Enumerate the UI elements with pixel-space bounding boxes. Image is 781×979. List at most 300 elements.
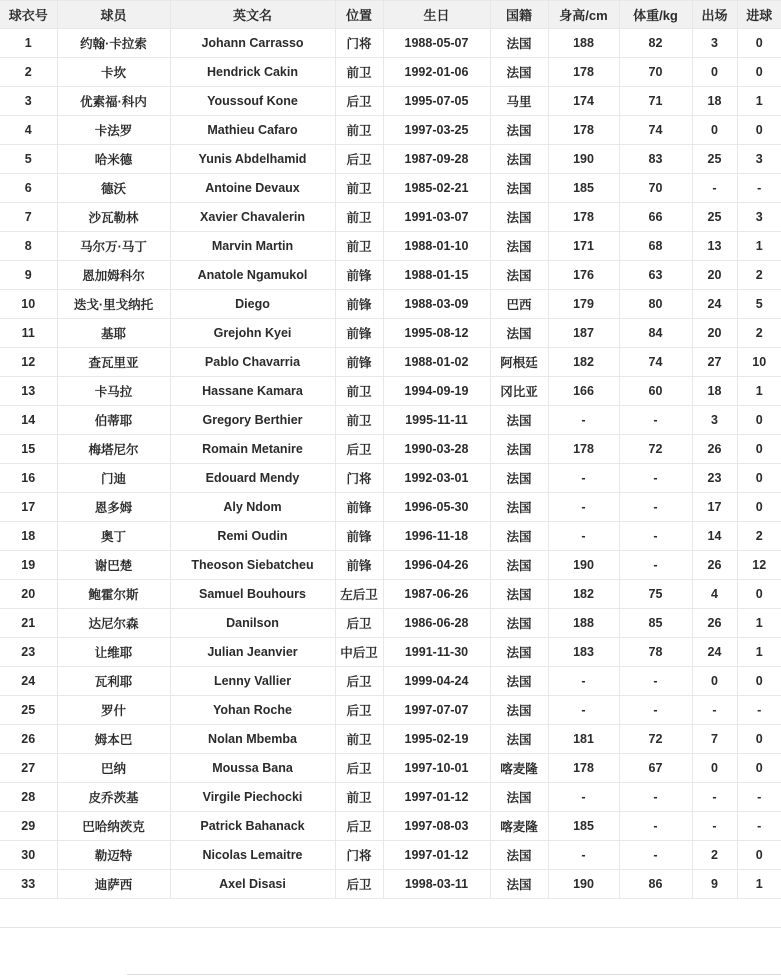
cell-进球: - [737,174,781,203]
cell-出场: 7 [692,725,737,754]
cell-球衣号: 8 [0,232,57,261]
cell-英文名: Romain Metanire [170,435,335,464]
cell-球衣号: 12 [0,348,57,377]
cell-生日: 1996-04-26 [383,551,490,580]
cell-体重/kg: 67 [619,754,692,783]
cell-出场: 3 [692,29,737,58]
column-header-8: 出场 [692,1,737,29]
table-row [0,145,781,174]
cell-体重/kg: - [619,841,692,870]
cell-身高/cm: 188 [548,609,619,638]
cell-英文名: Hendrick Cakin [170,58,335,87]
cell-体重/kg: 63 [619,261,692,290]
cell-英文名: Samuel Bouhours [170,580,335,609]
cell-国籍: 法国 [490,116,548,145]
cell-国籍: 法国 [490,261,548,290]
cell-进球: 0 [737,754,781,783]
cell-出场: 24 [692,638,737,667]
table-row [0,377,781,406]
cell-球员: 基耶 [57,319,170,348]
cell-英文名: Axel Disasi [170,870,335,899]
cell-国籍: 喀麦隆 [490,754,548,783]
cell-身高/cm: 171 [548,232,619,261]
cell-英文名: Moussa Bana [170,754,335,783]
cell-生日: 1992-03-01 [383,464,490,493]
cell-英文名: Edouard Mendy [170,464,335,493]
cell-位置: 前锋 [335,290,383,319]
cell-体重/kg: 70 [619,58,692,87]
cell-球员: 恩多姆 [57,493,170,522]
cell-生日: 1988-01-02 [383,348,490,377]
cell-体重/kg: 72 [619,435,692,464]
column-header-1: 球员 [57,1,170,29]
cell-国籍: 冈比亚 [490,377,548,406]
cell-进球: 2 [737,319,781,348]
cell-国籍: 法国 [490,464,548,493]
cell-进球: 1 [737,638,781,667]
table-row [0,812,781,841]
table-row [0,232,781,261]
cell-出场: 26 [692,435,737,464]
cell-英文名: Lenny Vallier [170,667,335,696]
table-row [0,290,781,319]
cell-进球: 1 [737,609,781,638]
cell-出场: - [692,174,737,203]
cell-身高/cm: 185 [548,174,619,203]
cell-位置: 后卫 [335,870,383,899]
cell-球衣号: 7 [0,203,57,232]
cell-生日: 1998-03-11 [383,870,490,899]
table-row [0,870,781,899]
cell-进球: 0 [737,667,781,696]
cell-进球: - [737,812,781,841]
cell-生日: 1992-01-06 [383,58,490,87]
cell-球员: 皮乔茨基 [57,783,170,812]
cell-生日: 1986-06-28 [383,609,490,638]
cell-体重/kg: 70 [619,174,692,203]
cell-进球: 10 [737,348,781,377]
cell-进球: 5 [737,290,781,319]
cell-生日: 1985-02-21 [383,174,490,203]
cell-进球: 0 [737,725,781,754]
cell-球员: 鲍霍尔斯 [57,580,170,609]
cell-出场: 25 [692,145,737,174]
cell-位置: 左后卫 [335,580,383,609]
cell-球员: 门迪 [57,464,170,493]
column-header-5: 国籍 [490,1,548,29]
cell-出场: 0 [692,58,737,87]
table-row [0,116,781,145]
cell-位置: 前卫 [335,174,383,203]
cell-英文名: Nicolas Lemaitre [170,841,335,870]
table-row [0,493,781,522]
cell-球衣号: 21 [0,609,57,638]
cell-球员: 优素福·科内 [57,87,170,116]
cell-体重/kg: - [619,551,692,580]
cell-国籍: 法国 [490,522,548,551]
table-row [0,725,781,754]
cell-生日: 1995-07-05 [383,87,490,116]
cell-国籍: 法国 [490,406,548,435]
table-row [0,551,781,580]
cell-英文名: Grejohn Kyei [170,319,335,348]
cell-生日: 1990-03-28 [383,435,490,464]
cell-出场: 4 [692,580,737,609]
cell-英文名: Hassane Kamara [170,377,335,406]
cell-球衣号: 25 [0,696,57,725]
cell-身高/cm: 179 [548,290,619,319]
cell-球员: 马尔万·马丁 [57,232,170,261]
cell-位置: 中后卫 [335,638,383,667]
cell-位置: 前锋 [335,522,383,551]
cell-生日: 1988-01-15 [383,261,490,290]
cell-身高/cm: 182 [548,348,619,377]
cell-球衣号: 13 [0,377,57,406]
cell-位置: 前卫 [335,783,383,812]
cell-生日: 1988-01-10 [383,232,490,261]
cell-生日: 1995-11-11 [383,406,490,435]
cell-国籍: 马里 [490,87,548,116]
cell-英文名: Yunis Abdelhamid [170,145,335,174]
cell-位置: 后卫 [335,812,383,841]
cell-身高/cm: 188 [548,29,619,58]
table-row [0,464,781,493]
cell-球衣号: 14 [0,406,57,435]
column-header-3: 位置 [335,1,383,29]
cell-球衣号: 19 [0,551,57,580]
cell-身高/cm: 187 [548,319,619,348]
cell-出场: 0 [692,116,737,145]
cell-国籍: 法国 [490,493,548,522]
cell-体重/kg: 71 [619,87,692,116]
cell-球衣号: 11 [0,319,57,348]
cell-生日: 1997-01-12 [383,841,490,870]
cell-英文名: Anatole Ngamukol [170,261,335,290]
cell-出场: 18 [692,377,737,406]
cell-英文名: Danilson [170,609,335,638]
cell-进球: 12 [737,551,781,580]
cell-球员: 迭戈·里戈纳托 [57,290,170,319]
cell-体重/kg: 84 [619,319,692,348]
cell-球员: 奥丁 [57,522,170,551]
cell-体重/kg: 60 [619,377,692,406]
cell-国籍: 阿根廷 [490,348,548,377]
cell-球衣号: 5 [0,145,57,174]
cell-球衣号: 15 [0,435,57,464]
cell-身高/cm: 190 [548,145,619,174]
table-row [0,754,781,783]
cell-位置: 门将 [335,29,383,58]
cell-国籍: 法国 [490,638,548,667]
cell-身高/cm: 178 [548,754,619,783]
cell-球员: 卡法罗 [57,116,170,145]
cell-出场: 20 [692,319,737,348]
cell-出场: 25 [692,203,737,232]
cell-生日: 1997-08-03 [383,812,490,841]
cell-国籍: 法国 [490,435,548,464]
column-header-0: 球衣号 [0,1,57,29]
cell-英文名: Patrick Bahanack [170,812,335,841]
cell-位置: 前卫 [335,725,383,754]
cell-球衣号: 24 [0,667,57,696]
cell-出场: 23 [692,464,737,493]
cell-进球: 1 [737,87,781,116]
cell-生日: 1996-05-30 [383,493,490,522]
cell-身高/cm: 178 [548,116,619,145]
cell-英文名: Marvin Martin [170,232,335,261]
cell-球员: 恩加姆科尔 [57,261,170,290]
cell-英文名: Mathieu Cafaro [170,116,335,145]
cell-位置: 后卫 [335,609,383,638]
cell-生日: 1987-06-26 [383,580,490,609]
cell-英文名: Antoine Devaux [170,174,335,203]
cell-位置: 后卫 [335,145,383,174]
cell-身高/cm: 166 [548,377,619,406]
cell-出场: 26 [692,551,737,580]
cell-体重/kg: 80 [619,290,692,319]
cell-出场: - [692,783,737,812]
cell-进球: 3 [737,145,781,174]
cell-生日: 1991-11-30 [383,638,490,667]
cell-体重/kg: 78 [619,638,692,667]
cell-国籍: 法国 [490,696,548,725]
cell-体重/kg: - [619,493,692,522]
cell-身高/cm: 185 [548,812,619,841]
table-header-row [0,1,781,29]
table-row [0,58,781,87]
cell-出场: 18 [692,87,737,116]
cell-身高/cm: - [548,522,619,551]
table-row [0,319,781,348]
cell-国籍: 法国 [490,870,548,899]
player-table-body [0,29,781,899]
cell-位置: 前卫 [335,406,383,435]
cell-身高/cm: 183 [548,638,619,667]
cell-出场: 24 [692,290,737,319]
cell-国籍: 法国 [490,58,548,87]
table-row [0,261,781,290]
cell-身高/cm: 174 [548,87,619,116]
cell-体重/kg: 72 [619,725,692,754]
cell-身高/cm: 190 [548,870,619,899]
cell-身高/cm: 178 [548,58,619,87]
cell-进球: 3 [737,203,781,232]
cell-出场: 13 [692,232,737,261]
cell-身高/cm: 181 [548,725,619,754]
cell-进球: 0 [737,493,781,522]
cell-生日: 1988-05-07 [383,29,490,58]
cell-身高/cm: - [548,841,619,870]
cell-进球: - [737,783,781,812]
cell-英文名: Yohan Roche [170,696,335,725]
cell-国籍: 法国 [490,580,548,609]
cell-国籍: 法国 [490,783,548,812]
table-row [0,783,781,812]
cell-球员: 让维耶 [57,638,170,667]
cell-球衣号: 28 [0,783,57,812]
column-header-2: 英文名 [170,1,335,29]
cell-位置: 后卫 [335,696,383,725]
cell-位置: 前卫 [335,203,383,232]
cell-国籍: 法国 [490,174,548,203]
cell-生日: 1997-01-12 [383,783,490,812]
table-row [0,406,781,435]
cell-英文名: Xavier Chavalerin [170,203,335,232]
cell-英文名: Julian Jeanvier [170,638,335,667]
cell-球员: 谢巴楚 [57,551,170,580]
table-row [0,203,781,232]
cell-英文名: Johann Carrasso [170,29,335,58]
table-row [0,667,781,696]
cell-球员: 约翰·卡拉索 [57,29,170,58]
cell-国籍: 法国 [490,319,548,348]
table-row [0,435,781,464]
cell-国籍: 法国 [490,145,548,174]
cell-出场: 0 [692,754,737,783]
cell-身高/cm: - [548,667,619,696]
cell-身高/cm: 190 [548,551,619,580]
cell-英文名: Nolan Mbemba [170,725,335,754]
cell-国籍: 法国 [490,232,548,261]
cell-位置: 前锋 [335,261,383,290]
cell-身高/cm: 182 [548,580,619,609]
cell-球员: 勒迈特 [57,841,170,870]
cell-体重/kg: - [619,406,692,435]
cell-位置: 后卫 [335,667,383,696]
cell-位置: 前卫 [335,116,383,145]
cell-生日: 1997-07-07 [383,696,490,725]
cell-身高/cm: - [548,464,619,493]
table-row [0,609,781,638]
cell-位置: 后卫 [335,87,383,116]
cell-体重/kg: 75 [619,580,692,609]
cell-球衣号: 33 [0,870,57,899]
cell-体重/kg: 86 [619,870,692,899]
cell-出场: 3 [692,406,737,435]
cell-英文名: Remi Oudin [170,522,335,551]
cell-英文名: Diego [170,290,335,319]
cell-身高/cm: 178 [548,435,619,464]
cell-球员: 迪萨西 [57,870,170,899]
column-header-4: 生日 [383,1,490,29]
cell-球员: 罗什 [57,696,170,725]
cell-英文名: Aly Ndom [170,493,335,522]
cell-国籍: 巴西 [490,290,548,319]
cell-球衣号: 29 [0,812,57,841]
cell-生日: 1991-03-07 [383,203,490,232]
cell-体重/kg: - [619,812,692,841]
cell-球衣号: 10 [0,290,57,319]
cell-国籍: 喀麦隆 [490,812,548,841]
cell-球衣号: 20 [0,580,57,609]
cell-球员: 沙瓦勒林 [57,203,170,232]
cell-体重/kg: 74 [619,348,692,377]
cell-出场: 17 [692,493,737,522]
cell-球员: 哈米德 [57,145,170,174]
cell-球衣号: 4 [0,116,57,145]
cell-英文名: Theoson Siebatcheu [170,551,335,580]
cell-球衣号: 6 [0,174,57,203]
cell-球员: 德沃 [57,174,170,203]
cell-位置: 前锋 [335,319,383,348]
cell-进球: 2 [737,261,781,290]
cell-出场: 26 [692,609,737,638]
cell-身高/cm: 176 [548,261,619,290]
cell-国籍: 法国 [490,725,548,754]
cell-身高/cm: - [548,783,619,812]
cell-球衣号: 17 [0,493,57,522]
cell-位置: 前锋 [335,493,383,522]
cell-球员: 卡坎 [57,58,170,87]
footer-divider [127,974,781,975]
cell-身高/cm: 178 [548,203,619,232]
cell-球衣号: 16 [0,464,57,493]
cell-国籍: 法国 [490,29,548,58]
cell-进球: 2 [737,522,781,551]
cell-球衣号: 27 [0,754,57,783]
cell-生日: 1997-10-01 [383,754,490,783]
cell-位置: 前卫 [335,377,383,406]
cell-球衣号: 1 [0,29,57,58]
cell-进球: 0 [737,580,781,609]
cell-进球: 0 [737,435,781,464]
cell-体重/kg: 74 [619,116,692,145]
cell-球衣号: 30 [0,841,57,870]
table-row [0,348,781,377]
cell-球员: 达尼尔森 [57,609,170,638]
cell-球员: 瓦利耶 [57,667,170,696]
cell-国籍: 法国 [490,667,548,696]
cell-体重/kg: 66 [619,203,692,232]
cell-进球: 1 [737,377,781,406]
table-row [0,580,781,609]
cell-生日: 1997-03-25 [383,116,490,145]
cell-出场: 2 [692,841,737,870]
cell-位置: 前锋 [335,348,383,377]
cell-体重/kg: - [619,522,692,551]
cell-生日: 1987-09-28 [383,145,490,174]
cell-球衣号: 23 [0,638,57,667]
cell-球衣号: 9 [0,261,57,290]
cell-球员: 查瓦里亚 [57,348,170,377]
cell-进球: 0 [737,29,781,58]
cell-体重/kg: 82 [619,29,692,58]
cell-出场: 14 [692,522,737,551]
cell-英文名: Gregory Berthier [170,406,335,435]
cell-生日: 1999-04-24 [383,667,490,696]
cell-出场: - [692,812,737,841]
cell-进球: 0 [737,406,781,435]
cell-球衣号: 3 [0,87,57,116]
cell-生日: 1995-02-19 [383,725,490,754]
cell-位置: 前卫 [335,58,383,87]
cell-体重/kg: - [619,696,692,725]
cell-进球: 0 [737,116,781,145]
cell-国籍: 法国 [490,551,548,580]
cell-位置: 后卫 [335,435,383,464]
cell-球员: 伯蒂耶 [57,406,170,435]
cell-位置: 前锋 [335,551,383,580]
cell-英文名: Virgile Piechocki [170,783,335,812]
cell-身高/cm: - [548,696,619,725]
section-divider [0,927,781,928]
cell-体重/kg: - [619,464,692,493]
cell-生日: 1988-03-09 [383,290,490,319]
cell-位置: 后卫 [335,754,383,783]
cell-出场: 27 [692,348,737,377]
cell-体重/kg: - [619,783,692,812]
column-header-9: 进球 [737,1,781,29]
